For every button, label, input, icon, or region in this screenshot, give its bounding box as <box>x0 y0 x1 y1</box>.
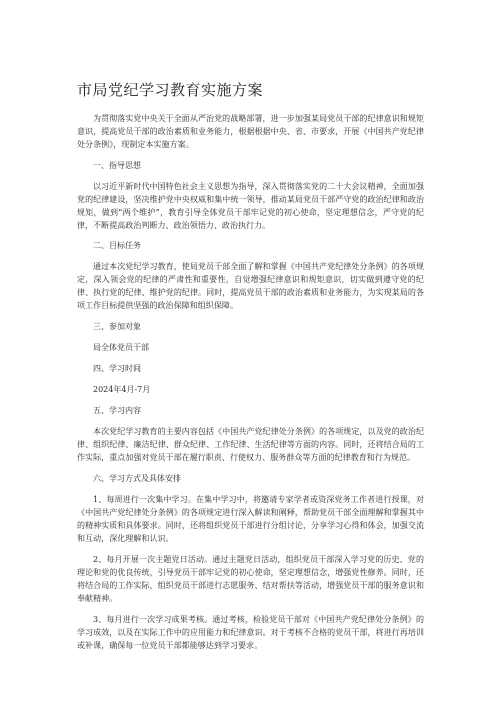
paragraph-weekly-study: 1、每周进行一次集中学习。在集中学习中，将邀请专家学者或资深党务工作者进行授课，对《中国共产党纪律处分条例》的各项规定进行深入解读和阐释，帮助党员干部全面理解和掌握其中的精神实质和具体要求。同时，还将组织党员干部进行分组讨论，分享学习心得和体会，加强交流和互动，深化理解和认识。 <box>77 495 424 543</box>
paragraph-participants: 局全体党员干部 <box>93 343 149 352</box>
paragraph-goals: 通过本次党纪学习教育，使局党员干部全面了解和掌握《中国共产党纪律处分条例》的各项规定，深入领会党的纪律的严肃性和重要性，自觉增强纪律意识和规矩意识，切实做到遵守党的纪律、执行党的纪律、维护党的纪律。同时，提高党员干部的政治素质和业务能力，为实现某局的各项工作目标提供坚强的政治保障和组织保障。 <box>77 262 424 310</box>
section-heading-participants: 三、参加对象 <box>93 322 141 331</box>
paragraph-monthly-party-day: 2、每月开展一次主题党日活动。通过主题党日活动，组织党员干部深入学习党的历史、党的理论和党的优良传统，引导党员干部牢记党的初心使命，坚定理想信念，增强党性修养。同时，还将结合局的工作实际，组织党员干部进行志愿服务、结对帮扶等活动，增强党员干部的服务意识和奉献精神。 <box>77 555 424 603</box>
section-heading-guiding-ideology: 一、指导思想 <box>93 161 141 170</box>
section-heading-study-methods: 六、学习方式及具体安排 <box>93 474 181 483</box>
paragraph-study-time: 2024年4月-7月 <box>93 385 151 394</box>
document-title: 市局党纪学习教育实施方案 <box>77 81 264 99</box>
document-body <box>77 112 424 652</box>
section-heading-study-time: 四、学习时间 <box>93 364 141 373</box>
intro-paragraph: 为贯彻落实党中央关于全面从严治党的战略部署，进一步加强某局党员干部的纪律意识和规矩意识，提高党员干部的政治素质和业务能力，根据根据中央、省、市要求，开展《中国共产党纪律处分条例》，现制定本实施方案。 <box>77 114 424 149</box>
section-heading-study-content: 五、学习内容 <box>93 406 141 415</box>
paragraph-monthly-assessment: 3、每月进行一次学习成果考核。通过考核，检验党员干部对《中国共产党纪律处分条例》的学习成效，以及在实际工作中的应用能力和纪律意识。对于考核不合格的党员干部，将进行再培训或补课，确保每一位党员干部都能够达到学习要求。 <box>77 615 424 650</box>
paragraph-guiding-ideology: 以习近平新时代中国特色社会主义思想为指导，深入贯彻落实党的二十大会议精神，全面加强党的纪律建设，坚决维护党中央权威和集中统一领导，推动某局党员干部严守党的政治纪律和政治规矩，做到“两个维护”，教育引导全体党员干部牢记党的初心使命，坚定理想信念，严守党的纪律，不断提高政治判断力、政治领悟力、政治执行力。 <box>77 182 424 230</box>
paragraph-study-content: 本次党纪学习教育的主要内容包括《中国共产党纪律处分条例》的各项规定，以及党的政治纪律、组织纪律、廉洁纪律、群众纪律、工作纪律、生活纪律等方面的内容。同时，还将结合局的工作实际，重点加强对党员干部在履行职责、行使权力、服务群众等方面的纪律教育和行为规范。 <box>77 427 424 462</box>
section-heading-goals: 二、目标任务 <box>93 241 141 250</box>
